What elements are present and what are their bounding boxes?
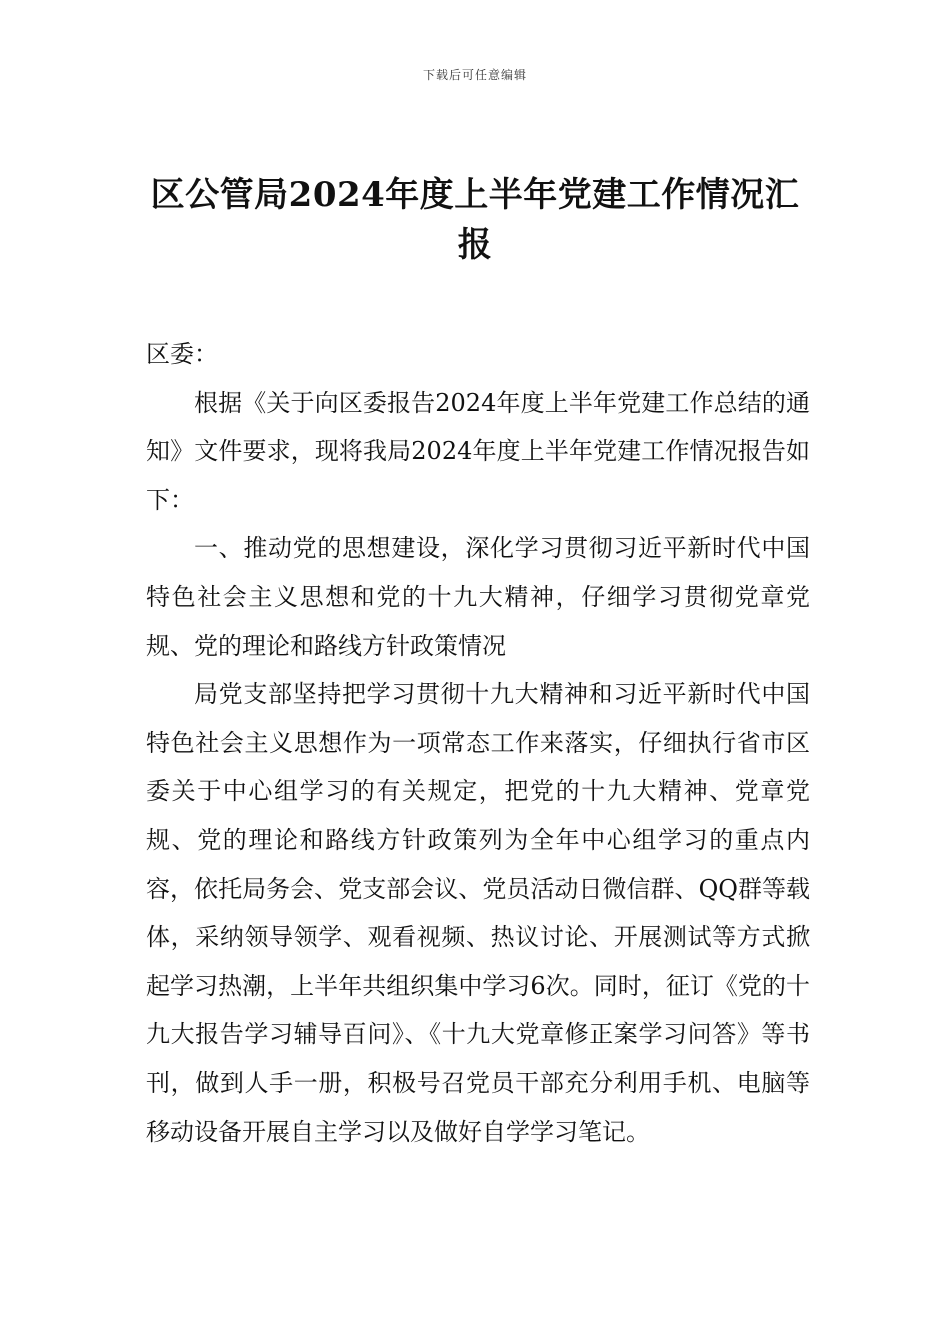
document-title: 区公管局2024年度上半年党建工作情况汇报 — [150, 175, 800, 265]
paragraph-study: 局党支部坚持把学习贯彻十九大精神和习近平新时代中国特色社会主义思想作为一项常态工作来落实，仔细执行省市区委关于中心组学习的有关规定，把党的十九大精神、党章党规、党的理论和路线方针政策列为全年中心组学习的重点内容，依托局务会、党支部会议、党员活动日微信群、QQ群等载体，采纳领导领学、观看视频、热议讨论、开展测试等方式掀起学习热潮，上半年共组织集中学习6次。同时，征订《党的十九大报告学习辅导百问》、《十九大党章修正案学习问答》等书刊，做到人手一册，积极号召党员干部充分利用手机、电脑等移动设备开展自主学习以及做好自学学习笔记。 — [146, 680, 810, 1146]
header-note: 下载后可任意编辑 — [422, 68, 527, 82]
section-heading-1: 一、推动党的思想建设，深化学习贯彻习近平新时代中国特色社会主义思想和党的十九大精神，仔细学习贯彻党章党规、党的理论和路线方针政策情况 — [146, 534, 810, 660]
paragraph-intro: 根据《关于向区委报告2024年度上半年党建工作总结的通知》文件要求，现将我局2024年度上半年党建工作情况报告如下： — [146, 388, 810, 514]
document-body — [146, 330, 810, 1156]
salutation: 区委： — [146, 340, 218, 368]
